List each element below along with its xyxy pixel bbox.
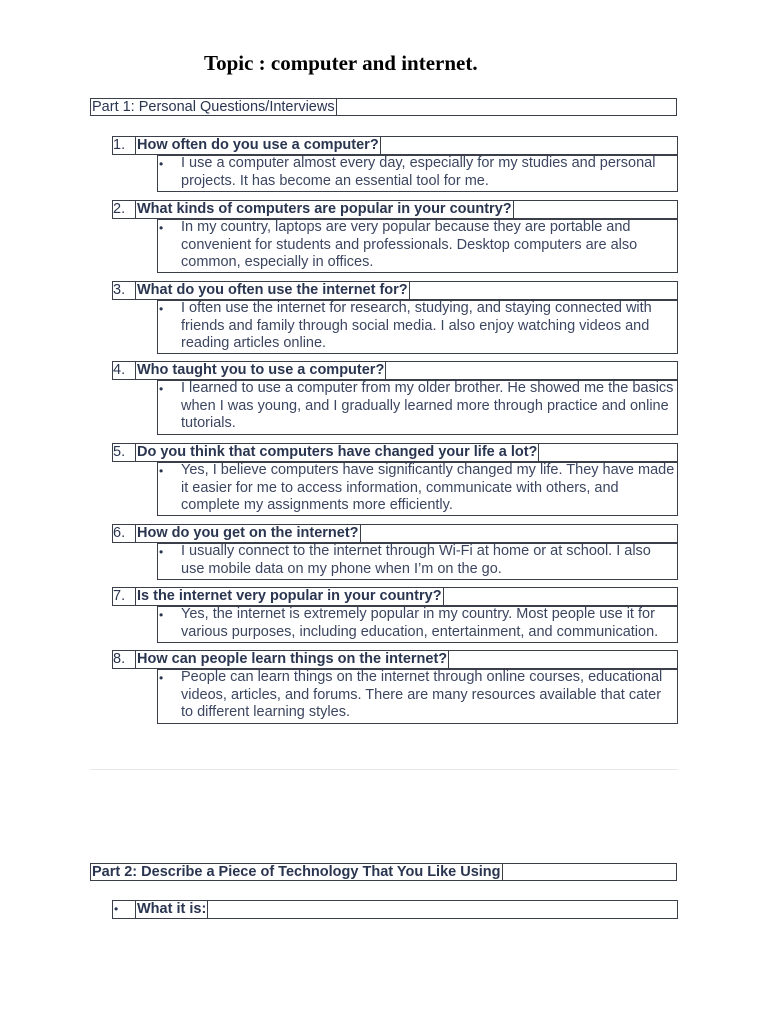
answer-7: [157, 606, 678, 643]
question-number: 4.: [113, 362, 126, 378]
bullet-icon: •: [114, 902, 119, 916]
question-5: [112, 443, 678, 462]
part2-heading-bar: [90, 863, 677, 881]
bullet-icon: •: [159, 671, 164, 685]
answer-text: People can learn things on the internet through online courses, educational videos, articles, and forums. There are many resources available that cater to different learning styles.: [181, 669, 663, 721]
answer-4: [157, 380, 678, 435]
answer-text: I usually connect to the internet through Wi-Fi at home or at school. I also use mobile data on my phone when I’m on the go.: [181, 543, 651, 577]
answer-text: In my country, laptops are very popular because they are portable and convenient for students and professionals. Desktop computers are also common, especially in offices.: [181, 219, 638, 271]
question-6: [112, 524, 678, 543]
question-text: Do you think that computers have changed your life a lot?: [137, 444, 538, 460]
part2-heading: Part 2: Describe a Piece of Technology That You Like Using: [92, 864, 501, 880]
question-text: What kinds of computers are popular in your country?: [137, 201, 512, 217]
question-text: Is the internet very popular in your country?: [137, 588, 442, 604]
question-text: Who taught you to use a computer?: [137, 362, 385, 378]
question-text: How do you get on the internet?: [137, 525, 359, 541]
answer-text: I learned to use a computer from my older brother. He showed me the basics when I was young, and I gradually learned more through practice and online tutorials.: [181, 380, 674, 432]
answer-1: [157, 155, 678, 192]
answer-text: Yes, I believe computers have significantly changed my life. They have made it easier for me to access information, communicate with others, and complete my assignments more efficiently.: [181, 462, 675, 514]
bullet-icon: •: [159, 545, 164, 559]
question-1: [112, 136, 678, 155]
bullet-icon: •: [159, 221, 164, 235]
question-number: 3.: [113, 282, 126, 298]
bullet-icon: •: [159, 382, 164, 396]
answer-5: [157, 462, 678, 516]
answer-2: [157, 219, 678, 273]
answer-text: I often use the internet for research, studying, and staying connected with friends and family through social media. I also enjoy watching videos and reading articles online.: [181, 300, 652, 352]
part1-heading-bar: [90, 98, 677, 116]
question-number: 7.: [113, 588, 126, 604]
question-4: [112, 361, 678, 380]
page-title: Topic : computer and internet.: [204, 51, 478, 75]
question-text: How often do you use a computer?: [137, 137, 379, 153]
bullet-icon: •: [159, 464, 164, 478]
question-3: [112, 281, 678, 300]
question-text: What do you often use the internet for?: [137, 282, 408, 298]
question-number: 2.: [113, 201, 126, 217]
answer-8: [157, 669, 678, 724]
bullet-icon: •: [159, 608, 164, 622]
page-divider: [90, 769, 678, 770]
part2-item-label: What it is:: [137, 901, 207, 917]
question-number: 8.: [113, 651, 126, 667]
question-7: [112, 587, 678, 606]
answer-6: [157, 543, 678, 580]
question-2: [112, 200, 678, 219]
part2-item-what-it-is: [112, 900, 678, 919]
answer-text: Yes, the internet is extremely popular in my country. Most people use it for various purposes, including education, entertainment, and communication.: [181, 606, 659, 640]
question-number: 6.: [113, 525, 126, 541]
answer-3: [157, 300, 678, 354]
question-number: 5.: [113, 444, 126, 460]
bullet-icon: •: [159, 302, 164, 316]
bullet-icon: •: [159, 157, 164, 171]
question-8: [112, 650, 678, 669]
question-text: How can people learn things on the internet?: [137, 651, 448, 667]
answer-text: I use a computer almost every day, especially for my studies and personal projects. It has become an essential tool for me.: [181, 155, 656, 189]
part1-heading: Part 1: Personal Questions/Interviews: [92, 99, 335, 115]
question-number: 1.: [113, 137, 126, 153]
